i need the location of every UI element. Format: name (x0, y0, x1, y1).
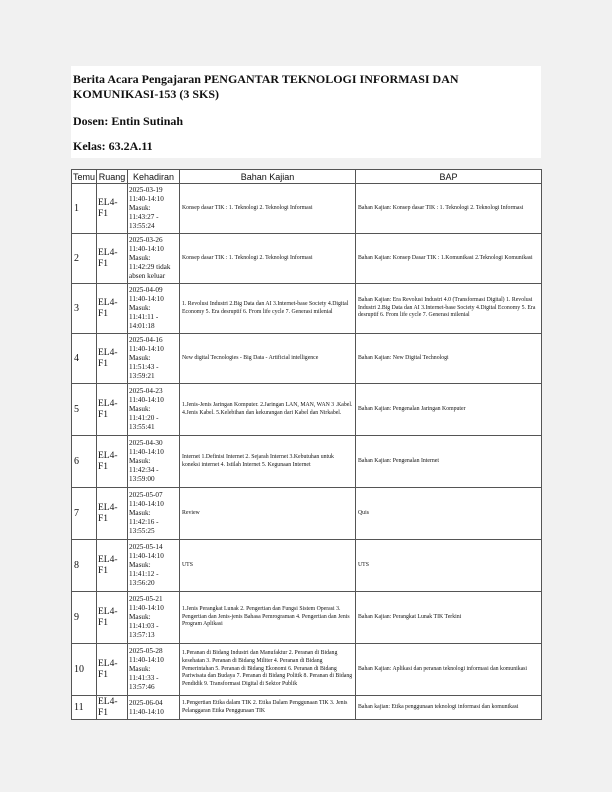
meeting-number (72, 234, 97, 284)
teaching-report-text: Bahan Kajian: Konsep dasar TIK : 1. Teknologi 2. Teknologi Informasi (358, 204, 524, 211)
attendance (128, 384, 180, 436)
attendance-label: Masuk: (129, 561, 151, 569)
room-text: EL4-F1 (98, 658, 118, 680)
room-text: EL4-F1 (98, 606, 118, 628)
attendance-time: 11:41:20 - 13:55:41 (129, 414, 159, 431)
study-material (180, 644, 356, 696)
attendance-label: Masuk: (129, 665, 151, 673)
attendance-date: 2025-04-23 (129, 387, 163, 395)
study-material-text: 1.Pengertian Etika dalam TIK 2. Etika Dalam Penggunaan TIK 3. Jenis Pelanggaran Etika Penggunaan TIK (182, 699, 348, 714)
teaching-report-text: Bahan Kajian: New Digital Technologi (358, 354, 449, 361)
attendance (128, 488, 180, 540)
table-row (72, 384, 542, 436)
header-ruang: Ruang (97, 170, 128, 184)
class-name: Kelas: 63.2A.11 (73, 139, 153, 153)
teaching-report-text: Bahan Kajian: Era Revolusi Industri 4.0 (Transformasi Digital) 1. Revolusi Industri 2.Big Data dan AI 3.Internet-base Society 4.Digital Economy 5. Era desruptif 6. From life cycle 7. Generasi milenial (358, 296, 536, 319)
study-material (180, 696, 356, 720)
attendance-date: 2025-04-30 (129, 439, 163, 447)
meeting-number (72, 696, 97, 720)
attendance-time: 11:41:12 - 13:56:20 (129, 570, 159, 587)
attendance (128, 284, 180, 334)
room (97, 488, 128, 540)
attendance-time: 11:41:03 - 13:57:13 (129, 622, 159, 639)
study-material-text: Konsep dasar TIK : 1. Teknologi 2. Teknologi Informasi (182, 204, 313, 211)
table-row (72, 436, 542, 488)
attendance-schedule: 11:40-14:10 (129, 604, 164, 612)
attendance-time: 11:42:16 - 13:55:25 (129, 518, 159, 535)
study-material-text: 1.Jenis-Jenis Jaringan Komputer. 2.Jaringan LAN, MAN, WAN 3 .Kabel. 4.Jenis Kabel. 5.Kelebihan dan kekurangan dari Kabel dan Nirkabel. (182, 401, 353, 416)
teaching-report-text: Bahan Kajian: Konsep Dasar TIK : 1.Komunikasi 2.Teknologi Komunikasi (358, 254, 533, 261)
attendance-date: 2025-05-28 (129, 647, 163, 655)
header-bahan-kajian: Bahan Kajian (180, 170, 356, 184)
table-row (72, 488, 542, 540)
room-text: EL4-F1 (98, 247, 118, 269)
study-material-text: New digital Tecnologies - Big Data - Artificial intelligence (182, 354, 319, 361)
room (97, 184, 128, 234)
room (97, 384, 128, 436)
table-row (72, 696, 542, 720)
attendance (128, 540, 180, 592)
attendance-time: 11:42:34 - 13:59:00 (129, 466, 159, 483)
meeting-number-text: 7 (74, 508, 79, 519)
teaching-report-text: Bahan kajian: Etika penggunaan teknologi informasi dan komunikasi (358, 703, 519, 710)
meeting-number (72, 488, 97, 540)
meeting-number-text: 8 (74, 560, 79, 571)
header-kehadiran: Kehadiran (128, 170, 180, 184)
room-text: EL4-F1 (98, 197, 118, 219)
teaching-report-text: Bahan Kajian: Pengenalan Internet (358, 457, 439, 464)
attendance-schedule: 11:40-14:10 (129, 500, 164, 508)
study-material (180, 334, 356, 384)
teaching-report (356, 334, 542, 384)
table-row (72, 592, 542, 644)
room (97, 592, 128, 644)
room (97, 334, 128, 384)
attendance-label: Masuk: (129, 405, 151, 413)
attendance-label: Masuk: (129, 254, 151, 262)
meeting-number (72, 592, 97, 644)
attendance-date: 2025-05-07 (129, 491, 163, 499)
teaching-report-text: Bahan Kajian: Perangkat Lunak TIK Terkini (358, 613, 462, 620)
meeting-number (72, 334, 97, 384)
attendance (128, 234, 180, 284)
attendance-label: Masuk: (129, 613, 151, 621)
meeting-number (72, 184, 97, 234)
teaching-report (356, 284, 542, 334)
attendance (128, 592, 180, 644)
attendance-schedule: 11:40-14:10 (129, 552, 164, 560)
teaching-report (356, 436, 542, 488)
teaching-report-text: Bahan Kajian: Aplikasi dan peranan teknologi informasi dan komunikasi (358, 665, 528, 672)
attendance-schedule: 11:40-14:10 (129, 656, 164, 664)
room (97, 234, 128, 284)
study-material (180, 234, 356, 284)
attendance-schedule: 11:40-14:10 (129, 448, 164, 456)
teaching-report (356, 234, 542, 284)
room (97, 696, 128, 720)
table-row (72, 284, 542, 334)
study-material-text: Review (182, 509, 200, 516)
teaching-report (356, 592, 542, 644)
study-material (180, 540, 356, 592)
meeting-number-text: 4 (74, 353, 79, 364)
teaching-report-text: UTS (358, 561, 369, 568)
study-material-text: Internet 1.Definisi Internet 2. Sejarah Internet 3.Kebutuhan untuk koneksi internet 4. Istilah Internet 5. Kegunaan Internet (182, 453, 334, 468)
room (97, 436, 128, 488)
attendance-label: Masuk: (129, 509, 151, 517)
attendance (128, 696, 180, 720)
attendance-date: 2025-04-09 (129, 286, 163, 294)
teaching-report (356, 696, 542, 720)
table-row (72, 644, 542, 696)
document-header (71, 66, 541, 158)
teaching-report (356, 644, 542, 696)
study-material-text: 1.Jenis Perangkat Lunak 2. Pengertian dan Fungsi Sistem Operasi 3. Pengertian dan Jenis-jenis Bahasa Pemrograman 4. Pengertian dan Jenis Program Aplikasi (182, 605, 350, 628)
attendance-time: 11:43:27 - 13:55:24 (129, 213, 159, 230)
meeting-number (72, 644, 97, 696)
study-material-text: Konsep dasar TIK : 1. Teknologi 2. Teknologi Informasi (182, 254, 313, 261)
study-material (180, 488, 356, 540)
room-text: EL4-F1 (98, 554, 118, 576)
attendance-time: 11:42:29 tidak absen keluar (129, 263, 171, 280)
study-material (180, 284, 356, 334)
meeting-number-text: 1 (74, 203, 79, 214)
meeting-number (72, 436, 97, 488)
teaching-report (356, 184, 542, 234)
room-text: EL4-F1 (98, 450, 118, 472)
meeting-number-text: 2 (74, 253, 79, 264)
meeting-number-text: 11 (74, 702, 84, 713)
attendance (128, 184, 180, 234)
attendance-schedule: 11:40-14:10 (129, 345, 164, 353)
attendance (128, 334, 180, 384)
attendance-date: 2025-05-21 (129, 595, 163, 603)
teaching-report (356, 540, 542, 592)
meeting-number-text: 10 (74, 664, 84, 675)
room-text: EL4-F1 (98, 502, 118, 524)
attendance-label: Masuk: (129, 304, 151, 312)
attendance-schedule: 11:40-14:10 (129, 707, 164, 716)
attendance-label: Masuk: (129, 354, 151, 362)
attendance-schedule: 11:40-14:10 (129, 295, 164, 303)
attendance-label: Masuk: (129, 204, 151, 212)
attendance-time: 11:41:33 - 13:57:46 (129, 674, 159, 691)
study-material (180, 592, 356, 644)
attendance-date: 2025-03-19 (129, 186, 163, 194)
attendance-date: 2025-04-16 (129, 336, 163, 344)
study-material (180, 184, 356, 234)
meeting-number-text: 9 (74, 612, 79, 623)
attendance-schedule: 11:40-14:10 (129, 245, 164, 253)
teaching-report (356, 488, 542, 540)
attendance-table (71, 169, 542, 720)
header-bap: BAP (356, 170, 542, 184)
meeting-number-text: 3 (74, 303, 79, 314)
room-text: EL4-F1 (98, 696, 118, 718)
attendance-label: Masuk: (129, 457, 151, 465)
table-row (72, 234, 542, 284)
attendance-date: 2025-06-04 (129, 698, 163, 707)
attendance-schedule: 11:40-14:10 (129, 396, 164, 404)
room (97, 644, 128, 696)
meeting-number-text: 6 (74, 456, 79, 467)
attendance-schedule: 11:40-14:10 (129, 195, 164, 203)
teaching-report-text: Bahan Kajian: Pengenalan Jaringan Komputer (358, 405, 466, 412)
meeting-number-text: 5 (74, 404, 79, 415)
study-material-text: 1.Peranan di Bidang Industri dan Manufaktur 2. Peranan di Bidang kesehatan 3. Peranan di Bidang Militer 4. Peranan di Bidang Pemerintahan 5. Peranan di Bidang Ekonomi 6. Peranan di Bidang Pariwisata dan Budaya 7. Peranan di Bidang Politik 8. Peranan di Bidang Pendidik 9. Transformasi Digital di Sektor Publik (182, 650, 353, 688)
attendance-time: 11:51:43 - 13:59:21 (129, 363, 159, 380)
table-row (72, 540, 542, 592)
attendance-date: 2025-05-14 (129, 543, 163, 551)
meeting-number (72, 284, 97, 334)
study-material (180, 436, 356, 488)
lecturer-name: Dosen: Entin Sutinah (73, 114, 184, 128)
header-temu: Temu (73, 171, 96, 182)
room-text: EL4-F1 (98, 398, 118, 420)
teaching-report-text: Quis (358, 509, 369, 516)
teaching-report (356, 384, 542, 436)
room (97, 540, 128, 592)
attendance-time: 11:41:11 - 14:01:18 (129, 313, 159, 330)
room-text: EL4-F1 (98, 347, 118, 369)
room-text: EL4-F1 (98, 297, 118, 319)
meeting-number (72, 384, 97, 436)
study-material (180, 384, 356, 436)
study-material-text: 1. Revolusi Industri 2.Big Data dan AI 3.Internet-base Society 4.Digital Economy 5. Era desruptif 6. From life cycle 7. Generasi milenial (182, 300, 349, 315)
study-material-text: UTS (182, 561, 193, 568)
table-header-row (72, 170, 542, 184)
attendance (128, 644, 180, 696)
attendance-date: 2025-03-26 (129, 236, 163, 244)
meeting-number (72, 540, 97, 592)
table-row (72, 334, 542, 384)
page-title: Berita Acara Pengajaran PENGANTAR TEKNOLOGI INFORMASI DAN KOMUNIKASI-153 (3 SKS) (73, 72, 459, 101)
room (97, 284, 128, 334)
attendance (128, 436, 180, 488)
table-row (72, 184, 542, 234)
